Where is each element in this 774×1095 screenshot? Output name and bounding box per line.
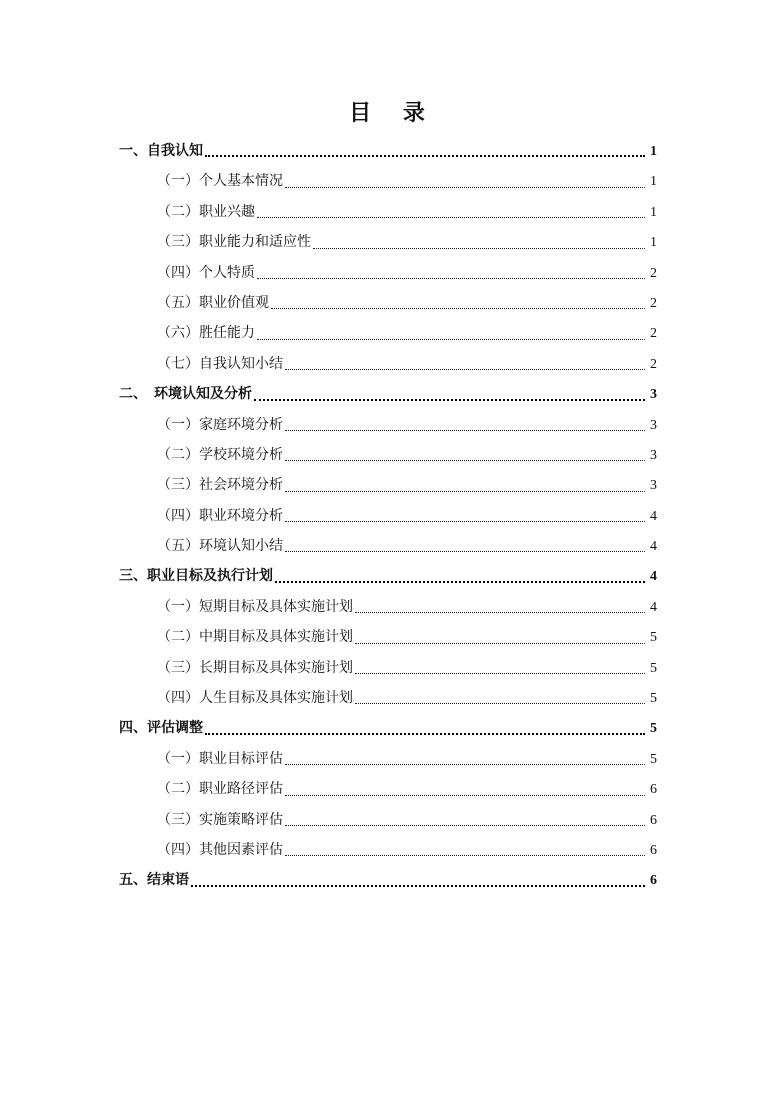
- toc-dot-leader: [355, 673, 645, 674]
- toc-entry-label: （三）长期目标及具体实施计划: [157, 659, 353, 676]
- toc-page-number: 2: [650, 356, 657, 372]
- toc-entry-label: （七）自我认知小结: [157, 355, 283, 372]
- toc-list: [119, 136, 657, 896]
- toc-page-number: 5: [650, 751, 657, 767]
- toc-page-number: 4: [650, 539, 657, 555]
- toc-page-number: 2: [650, 326, 657, 342]
- toc-dot-leader: [285, 551, 645, 552]
- toc-section-entry[interactable]: [119, 774, 657, 804]
- toc-page-number: 6: [650, 812, 657, 828]
- toc-page-number: 5: [650, 721, 657, 737]
- toc-dot-leader: [285, 825, 645, 826]
- toc-dot-leader: [285, 521, 645, 522]
- toc-dot-leader: [285, 187, 645, 188]
- toc-page-number: 3: [650, 447, 657, 463]
- toc-dot-leader: [257, 278, 645, 279]
- toc-dot-leader: [254, 399, 645, 401]
- toc-page-number: 3: [650, 478, 657, 494]
- toc-dot-leader: [285, 795, 645, 796]
- toc-page-number: 4: [650, 508, 657, 524]
- toc-page-number: 1: [650, 235, 657, 251]
- toc-entry-label: （二）职业路径评估: [157, 781, 283, 798]
- toc-section-entry[interactable]: [119, 835, 657, 865]
- toc-page-number: 2: [650, 295, 657, 311]
- toc-entry-label: 四、评估调整: [119, 720, 203, 737]
- toc-section-entry[interactable]: [119, 288, 657, 318]
- toc-page-number: 5: [650, 660, 657, 676]
- toc-dot-leader: [355, 612, 645, 613]
- toc-entry-label: （三）职业能力和适应性: [157, 234, 311, 251]
- toc-section-entry[interactable]: [119, 805, 657, 835]
- toc-chapter-entry[interactable]: [119, 379, 657, 409]
- toc-entry-label: （五）环境认知小结: [157, 538, 283, 555]
- toc-entry-label: 五、结束语: [119, 872, 189, 889]
- toc-page-number: 1: [650, 204, 657, 220]
- toc-title: 目 录: [349, 100, 437, 126]
- toc-entry-label: （四）人生目标及具体实施计划: [157, 690, 353, 707]
- toc-entry-label: （三）社会环境分析: [157, 477, 283, 494]
- toc-section-entry[interactable]: [119, 683, 657, 713]
- toc-entry-label: （一）短期目标及具体实施计划: [157, 598, 353, 615]
- toc-chapter-entry[interactable]: [119, 865, 657, 895]
- toc-entry-label: （一）家庭环境分析: [157, 416, 283, 433]
- toc-section-entry[interactable]: [119, 166, 657, 196]
- toc-entry-label: （二）学校环境分析: [157, 446, 283, 463]
- toc-section-entry[interactable]: [119, 592, 657, 622]
- toc-dot-leader: [275, 581, 645, 583]
- toc-entry-label: （五）职业价值观: [157, 294, 269, 311]
- toc-section-entry[interactable]: [119, 622, 657, 652]
- toc-dot-leader: [205, 155, 645, 157]
- toc-page-number: 5: [650, 691, 657, 707]
- toc-section-entry[interactable]: [119, 197, 657, 227]
- toc-entry-label: （一）个人基本情况: [157, 173, 283, 190]
- toc-page-number: 6: [650, 873, 657, 889]
- toc-entry-label: 一、自我认知: [119, 143, 203, 159]
- toc-chapter-entry[interactable]: [119, 136, 657, 166]
- toc-page-number: 5: [650, 630, 657, 646]
- toc-section-entry[interactable]: [119, 744, 657, 774]
- toc-dot-leader: [285, 855, 645, 856]
- toc-entry-label: （一）职业目标评估: [157, 750, 283, 767]
- toc-entry-label: （三）实施策略评估: [157, 811, 283, 828]
- toc-section-entry[interactable]: [119, 470, 657, 500]
- toc-page-number: 3: [650, 417, 657, 433]
- toc-entry-label: （二）职业兴趣: [157, 203, 255, 220]
- toc-chapter-entry[interactable]: [119, 561, 657, 591]
- toc-entry-label: （四）个人特质: [157, 264, 255, 281]
- toc-section-entry[interactable]: [119, 653, 657, 683]
- toc-dot-leader: [285, 460, 645, 461]
- toc-section-entry[interactable]: [119, 410, 657, 440]
- toc-page-number: 4: [650, 599, 657, 615]
- toc-section-entry[interactable]: [119, 227, 657, 257]
- toc-dot-leader: [285, 430, 645, 431]
- toc-dot-leader: [257, 339, 645, 340]
- toc-chapter-entry[interactable]: [119, 713, 657, 743]
- toc-dot-leader: [191, 885, 645, 887]
- toc-page-number: 2: [650, 265, 657, 281]
- toc-dot-leader: [205, 733, 645, 735]
- toc-dot-leader: [257, 217, 645, 218]
- toc-section-entry[interactable]: [119, 258, 657, 288]
- toc-page-number: 6: [650, 782, 657, 798]
- toc-entry-label: 三、职业目标及执行计划: [119, 568, 273, 585]
- toc-entry-label: （四）职业环境分析: [157, 507, 283, 524]
- toc-page-number: 1: [650, 144, 657, 159]
- toc-section-entry[interactable]: [119, 440, 657, 470]
- toc-page-number: 3: [650, 387, 657, 403]
- toc-page-number: 4: [650, 569, 657, 585]
- toc-section-entry[interactable]: [119, 501, 657, 531]
- toc-section-entry[interactable]: [119, 349, 657, 379]
- toc-dot-leader: [285, 491, 645, 492]
- toc-section-entry[interactable]: [119, 318, 657, 348]
- toc-entry-label: （四）其他因素评估: [157, 841, 283, 858]
- toc-dot-leader: [271, 308, 645, 309]
- toc-dot-leader: [285, 764, 645, 765]
- toc-entry-label: （二）中期目标及具体实施计划: [157, 629, 353, 646]
- toc-dot-leader: [285, 369, 645, 370]
- toc-section-entry[interactable]: [119, 531, 657, 561]
- toc-dot-leader: [355, 703, 645, 704]
- toc-dot-leader: [355, 643, 645, 644]
- toc-dot-leader: [313, 248, 645, 249]
- toc-page-number: 1: [650, 174, 657, 190]
- toc-entry-label: （六）胜任能力: [157, 325, 255, 342]
- toc-entry-label: 二、 环境认知及分析: [119, 386, 252, 403]
- toc-page-number: 6: [650, 842, 657, 858]
